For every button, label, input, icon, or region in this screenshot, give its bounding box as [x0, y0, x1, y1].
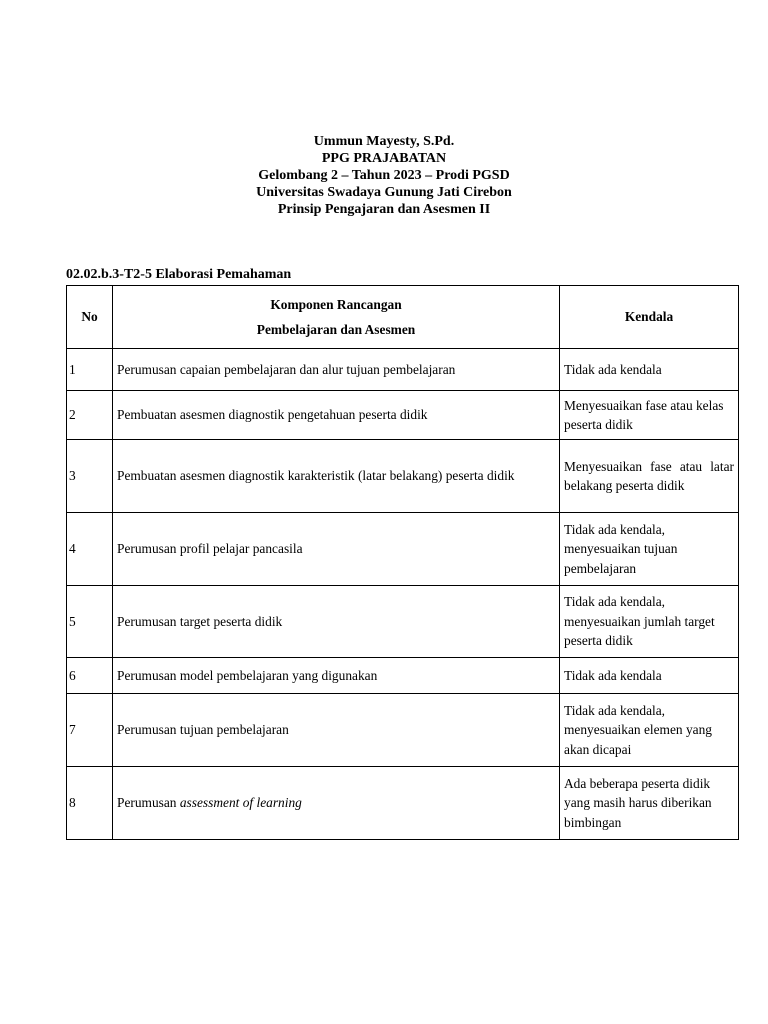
- program-name: PPG PRAJABATAN: [321, 151, 447, 166]
- cohort-line: Gelombang 2 – Tahun 2023 – Prodi PGSD: [258, 168, 510, 183]
- document-header: [0, 133, 768, 218]
- column-header-no: No: [67, 286, 113, 349]
- row-number: 6: [67, 658, 113, 694]
- row-kendala: Tidak ada kendala, menyesuaikan elemen yang akan dicapai: [560, 694, 739, 767]
- row-komponen: Perumusan target peserta didik: [113, 586, 560, 658]
- table-row: [67, 658, 739, 694]
- elaboration-table: [66, 285, 739, 840]
- table-row: [67, 391, 739, 440]
- row-number: 8: [67, 767, 113, 840]
- row-number: 4: [67, 513, 113, 586]
- table-row: [67, 349, 739, 391]
- section-title: 02.02.b.3-T2-5 Elaborasi Pemahaman: [66, 267, 292, 282]
- row-kendala: Ada beberapa peserta didik yang masih harus diberikan bimbingan: [560, 767, 739, 840]
- author-name: Ummun Mayesty, S.Pd.: [313, 134, 455, 149]
- row-number: 7: [67, 694, 113, 767]
- column-header-komponen-line1: Komponen Rancangan: [270, 296, 402, 312]
- course-name: Prinsip Pengajaran dan Asesmen II: [277, 202, 491, 217]
- row-kendala: Tidak ada kendala: [560, 658, 739, 694]
- row-kendala: Menyesuaikan fase atau latar belakang peserta didik: [560, 440, 739, 513]
- row-kendala: Tidak ada kendala, menyesuaikan tujuan pembelajaran: [560, 513, 739, 586]
- row-komponen: Perumusan model pembelajaran yang digunakan: [113, 658, 560, 694]
- university-name: Universitas Swadaya Gunung Jati Cirebon: [256, 185, 512, 200]
- table-row: [67, 767, 739, 840]
- row-number: 1: [67, 349, 113, 391]
- table-row: [67, 513, 739, 586]
- table-row: [67, 586, 739, 658]
- table-row: [67, 694, 739, 767]
- row-number: 3: [67, 440, 113, 513]
- row-komponen: Pembuatan asesmen diagnostik karakteristik (latar belakang) peserta didik: [113, 440, 560, 513]
- row-komponen: [113, 767, 560, 840]
- row-kendala: Tidak ada kendala, menyesuaikan jumlah target peserta didik: [560, 586, 739, 658]
- column-header-komponen: [113, 286, 560, 349]
- column-header-kendala: Kendala: [560, 286, 739, 349]
- row-number: 5: [67, 586, 113, 658]
- row-komponen-prefix: Perumusan: [117, 795, 180, 811]
- row-number: 2: [67, 391, 113, 440]
- row-kendala: Menyesuaikan fase atau kelas peserta didik: [560, 391, 739, 440]
- column-header-komponen-line2: Pembelajaran dan Asesmen: [256, 322, 416, 337]
- row-kendala: Tidak ada kendala: [560, 349, 739, 391]
- row-komponen: Perumusan profil pelajar pancasila: [113, 513, 560, 586]
- table-row: [67, 440, 739, 513]
- row-komponen: Pembuatan asesmen diagnostik pengetahuan peserta didik: [113, 391, 560, 440]
- row-komponen: Perumusan tujuan pembelajaran: [113, 694, 560, 767]
- row-komponen-italic: assessment of learning: [179, 795, 302, 811]
- row-komponen: Perumusan capaian pembelajaran dan alur tujuan pembelajaran: [113, 349, 560, 391]
- table-header-row: [67, 286, 739, 349]
